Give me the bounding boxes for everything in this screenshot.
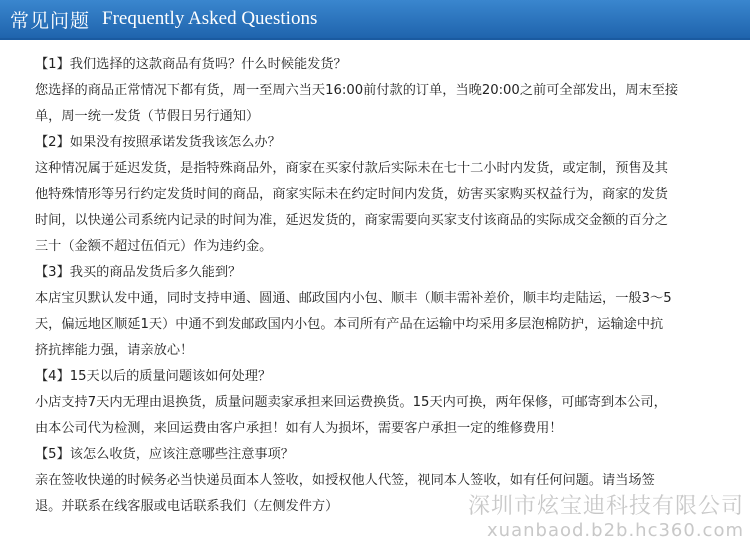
faq-answer-line: 小店支持7天内无理由退换货，质量问题卖家承担来回运费换货。15天内可换，两年保修，可邮寄到本公司， (35, 395, 667, 410)
faq-answer-line: 天，偏远地区顺延1天）中通不到发邮政国内小包。本司所有产品在运输中均采用多层泡棉防护，运输途中抗 (35, 317, 664, 332)
faq-answer (35, 286, 725, 364)
faq-header (0, 0, 750, 40)
faq-answer-line: 他特殊情形等另行约定发货时间的商品，商家实际未在约定时间内发货，妨害买家购买权益行为，商家的发货 (35, 187, 668, 202)
faq-question: 【5】该怎么收货，应该注意哪些注意事项？ (35, 447, 294, 462)
faq-answer-line: 这种情况属于延迟发货，是指特殊商品外，商家在买家付款后实际未在七十二小时内发货，或定制，预售及其 (35, 161, 668, 176)
faq-answer-line: 挤抗摔能力强，请亲放心！ (35, 343, 194, 358)
faq-answer (35, 390, 725, 442)
watermark (468, 494, 744, 542)
faq-list (35, 52, 725, 520)
faq-question: 【4】15天以后的质量问题该如何处理？ (35, 369, 272, 384)
faq-question: 【2】如果没有按照承诺发货我该怎么办？ (35, 135, 281, 150)
watermark-url: xuanbaod.b2b.hc360.com (487, 520, 744, 541)
faq-item-3 (35, 260, 725, 364)
faq-question: 【1】我们选择的这款商品有货吗？什么时候能发货？ (35, 57, 347, 72)
faq-answer-line: 由本公司代为检测，来回运费由客户承担！如有人为损坏，需要客户承担一定的维修费用！ (35, 421, 563, 436)
faq-answer-line: 本店宝贝默认发中通，同时支持申通、圆通、邮政国内小包、顺丰（顺丰需补差价，顺丰均走陆运，一般3～5 (35, 291, 672, 306)
faq-item-4 (35, 364, 725, 442)
faq-answer (35, 156, 725, 260)
faq-answer-line: 退。并联系在线客服或电话联系我们（左侧发件方） (35, 499, 339, 514)
header-title-cn: 常见问题 (10, 9, 91, 32)
faq-item-1 (35, 52, 725, 130)
faq-answer (35, 78, 725, 130)
faq-answer-line: 亲在签收快递的时候务必当快递员面本人签收，如授权他人代签，视同本人签收，如有任何问题。请当场签 (35, 473, 655, 488)
watermark-company: 深圳市炫宝迪科技有限公司 (467, 494, 744, 519)
faq-item-2 (35, 130, 725, 260)
faq-answer-line: 您选择的商品正常情况下都有货，周一至周六当天16:00前付款的订单，当晚20:00之前可全部发出，周末至接 (35, 83, 679, 98)
faq-question: 【3】我买的商品发货后多久能到？ (35, 265, 242, 280)
faq-answer-line: 三十（金额不超过伍佰元）作为违约金。 (35, 239, 273, 254)
header-title-en: Frequently Asked Questions (102, 8, 318, 29)
faq-answer-line: 时间，以快递公司系统内记录的时间为准，延迟发货的，商家需要向买家支付该商品的实际成交金额的百分之 (35, 213, 668, 228)
faq-answer-line: 单，周一统一发货（节假日另行通知） (35, 109, 260, 124)
